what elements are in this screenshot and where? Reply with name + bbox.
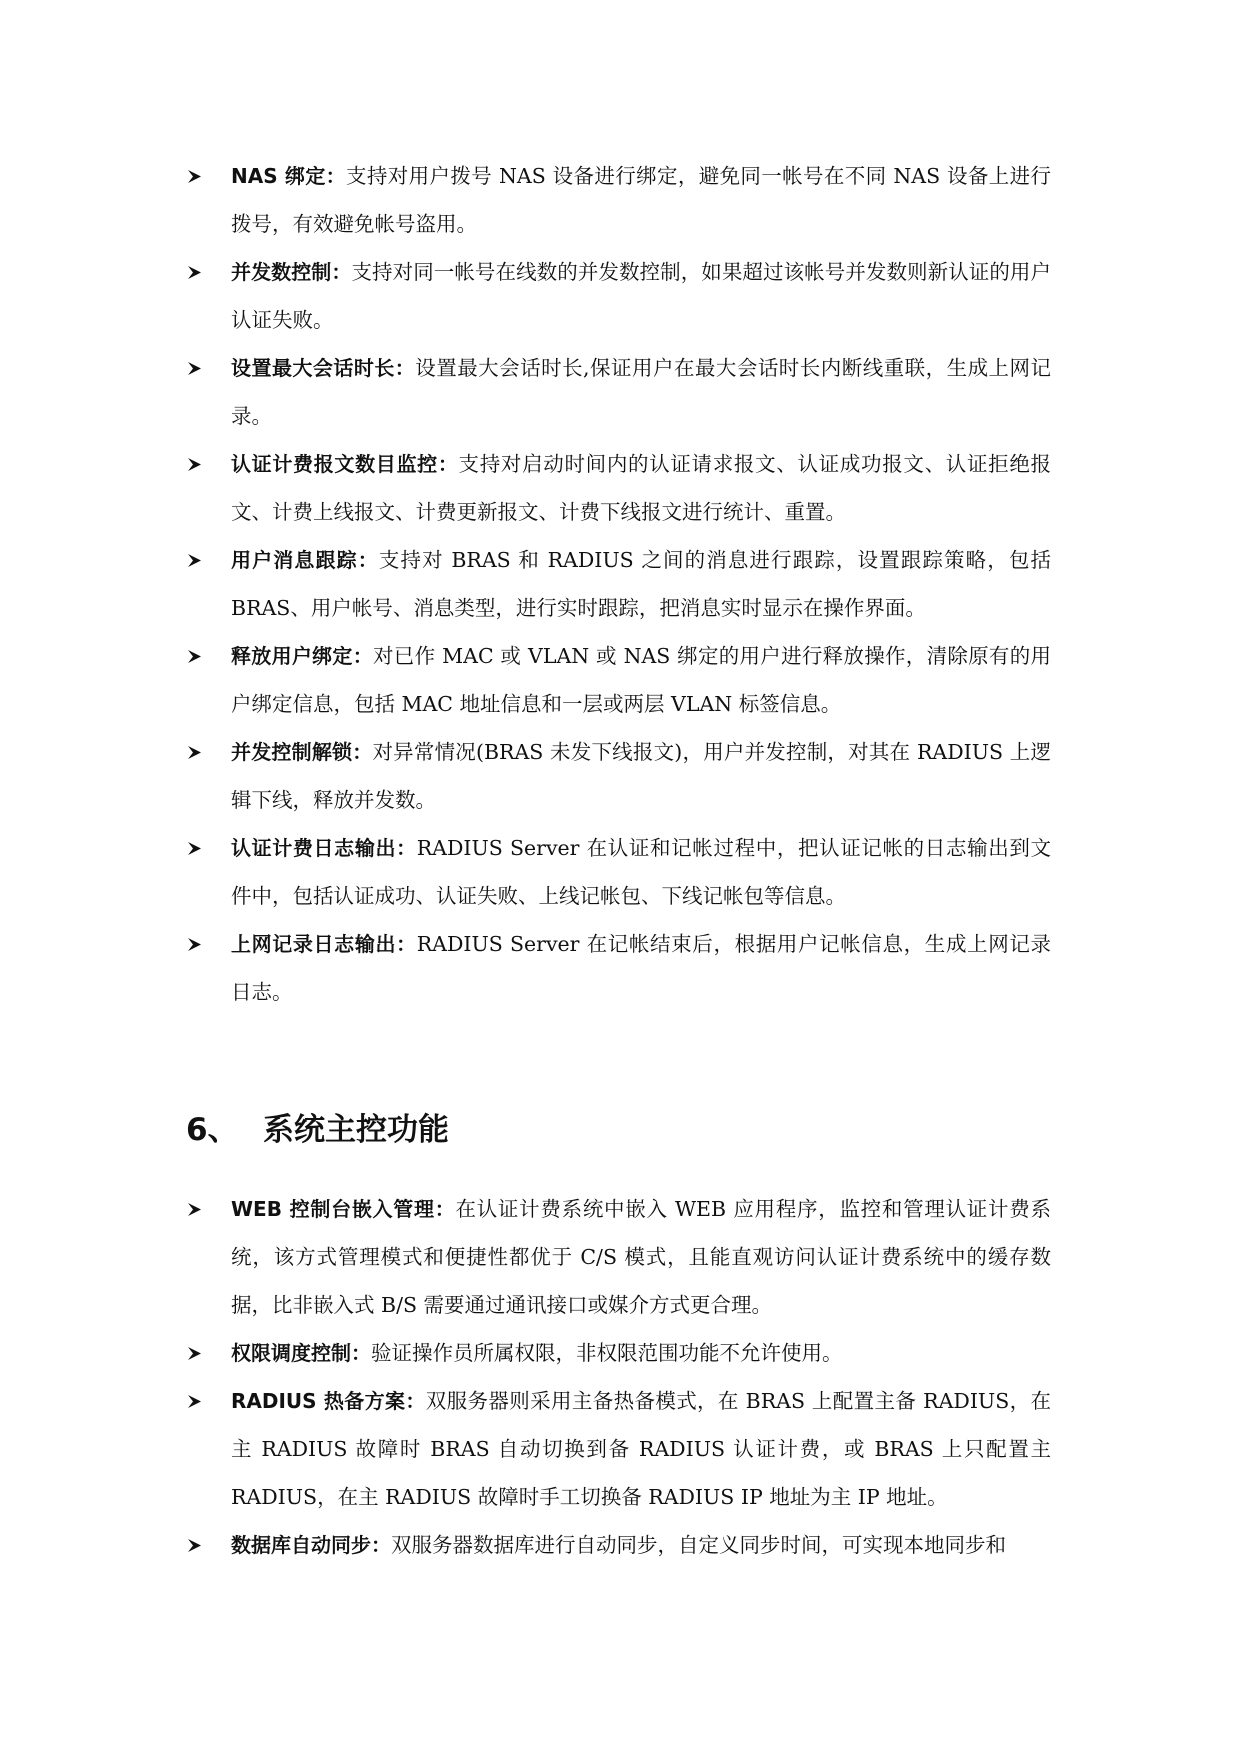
- item-term: 上网记录日志输出：: [231, 932, 417, 956]
- list-item-text: [231, 1329, 1051, 1377]
- list-item-text: [231, 1377, 1051, 1521]
- list-item-text: [231, 632, 1051, 728]
- list-item-text: [231, 248, 1051, 344]
- arrowhead-bullet-icon: [184, 1329, 204, 1377]
- list-item: [0, 344, 1241, 440]
- item-description: 支持对用户拨号 NAS 设备进行绑定，避免同一帐号在不同 NAS 设备上进行拨号，有效避免帐号盗用。: [231, 164, 1051, 236]
- item-term: 用户消息跟踪：: [231, 548, 379, 572]
- list-item-text: [231, 152, 1051, 248]
- item-term: 并发数控制：: [231, 260, 352, 284]
- arrowhead-bullet-icon: [184, 1185, 204, 1233]
- list-item: [0, 632, 1241, 728]
- item-term: RADIUS 热备方案：: [231, 1389, 426, 1413]
- item-description: 双服务器则采用主备热备模式，在 BRAS 上配置主备 RADIUS，在主 RADIUS 故障时 BRAS 自动切换到备 RADIUS 认证计费，或 BRAS 上只配置主 RADIUS，在主 RADIUS 故障时手工切换备 RADIUS IP 地址为主 IP 地址。: [231, 1389, 1051, 1509]
- arrowhead-bullet-icon: [184, 248, 204, 296]
- list-item-text: [231, 728, 1051, 824]
- list-item-text: [231, 344, 1051, 440]
- arrowhead-bullet-icon: [184, 728, 204, 776]
- item-description: 在认证计费系统中嵌入 WEB 应用程序，监控和管理认证计费系统，该方式管理模式和便捷性都优于 C/S 模式，且能直观访问认证计费系统中的缓存数据，比非嵌入式 B/S 需要通过通讯接口或媒介方式更合理。: [231, 1197, 1051, 1317]
- item-term: 认证计费报文数目监控：: [231, 452, 459, 476]
- item-term: 数据库自动同步：: [231, 1533, 391, 1557]
- arrowhead-bullet-icon: [184, 920, 204, 968]
- list-item: [0, 824, 1241, 920]
- list-item: [0, 440, 1241, 536]
- feature-list: [0, 1185, 1241, 1569]
- feature-list: [0, 152, 1241, 1016]
- list-item-text: [231, 920, 1051, 1016]
- arrowhead-bullet-icon: [184, 440, 204, 488]
- arrowhead-bullet-icon: [184, 152, 204, 200]
- arrowhead-bullet-icon: [184, 344, 204, 392]
- arrowhead-bullet-icon: [184, 1377, 204, 1425]
- item-term: 并发控制解锁：: [231, 740, 373, 764]
- item-description: 对异常情况(BRAS 未发下线报文)，用户并发控制，对其在 RADIUS 上逻辑下线，释放并发数。: [231, 740, 1051, 812]
- list-item-text: [231, 440, 1051, 536]
- list-item: [0, 728, 1241, 824]
- item-description: 设置最大会话时长,保证用户在最大会话时长内断线重联，生成上网记录。: [231, 356, 1051, 428]
- list-item: [0, 248, 1241, 344]
- item-description: 支持对启动时间内的认证请求报文、认证成功报文、认证拒绝报文、计费上线报文、计费更新报文、计费下线报文进行统计、重置。: [231, 452, 1052, 524]
- list-item: [0, 1185, 1241, 1329]
- list-item: [0, 1377, 1241, 1521]
- list-item: [0, 152, 1241, 248]
- list-item: [0, 1329, 1241, 1377]
- item-description: 对已作 MAC 或 VLAN 或 NAS 绑定的用户进行释放操作，清除原有的用户绑定信息，包括 MAC 地址信息和一层或两层 VLAN 标签信息。: [231, 644, 1051, 716]
- item-term: 权限调度控制：: [231, 1341, 371, 1365]
- item-term: 释放用户绑定：: [231, 644, 373, 668]
- section-title: 系统主控功能: [263, 1112, 449, 1148]
- item-term: NAS 绑定：: [231, 164, 347, 188]
- item-description: 支持对同一帐号在线数的并发数控制，如果超过该帐号并发数则新认证的用户认证失败。: [231, 260, 1052, 332]
- item-term: 设置最大会话时长：: [231, 356, 416, 380]
- arrowhead-bullet-icon: [184, 824, 204, 872]
- arrowhead-bullet-icon: [184, 536, 204, 584]
- item-description: 支持对 BRAS 和 RADIUS 之间的消息进行跟踪，设置跟踪策略，包括 BRAS、用户帐号、消息类型，进行实时跟踪，把消息实时显示在操作界面。: [231, 548, 1052, 620]
- section-number: 6、: [186, 1112, 239, 1148]
- list-item-text: [231, 536, 1051, 632]
- item-description: 验证操作员所属权限，非权限范围功能不允许使用。: [371, 1341, 843, 1365]
- list-item: [0, 1521, 1241, 1569]
- item-term: 认证计费日志输出：: [231, 836, 417, 860]
- item-description: RADIUS Server 在记帐结束后，根据用户记帐信息，生成上网记录日志。: [231, 932, 1051, 1004]
- section-heading: [186, 1104, 449, 1149]
- arrowhead-bullet-icon: [184, 632, 204, 680]
- list-item-text: [231, 1185, 1051, 1329]
- arrowhead-bullet-icon: [184, 1521, 204, 1569]
- list-item: [0, 536, 1241, 632]
- list-item-text: [231, 824, 1051, 920]
- item-description: 双服务器数据库进行自动同步，自定义同步时间，可实现本地同步和: [391, 1533, 1006, 1557]
- item-description: RADIUS Server 在认证和记帐过程中，把认证记帐的日志输出到文件中，包括认证成功、认证失败、上线记帐包、下线记帐包等信息。: [231, 836, 1051, 908]
- list-item-text: [231, 1521, 1051, 1569]
- item-term: WEB 控制台嵌入管理：: [231, 1197, 456, 1221]
- list-item: [0, 920, 1241, 1016]
